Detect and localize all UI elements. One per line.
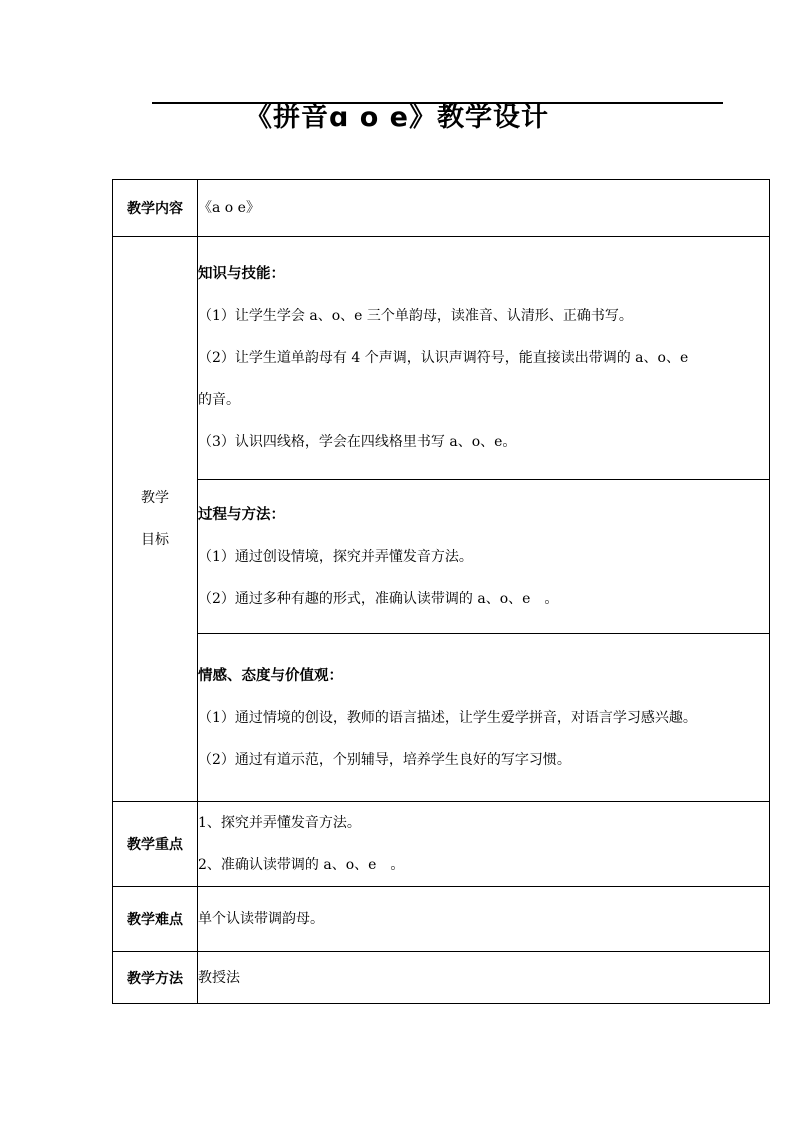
table-row-method <box>113 952 770 1004</box>
table-row-difficulty <box>113 887 770 952</box>
objectives-emotion-cell <box>198 634 770 802</box>
knowledge-item: （2）让学生道单韵母有 4 个声调，认识声调符号，能直接读出带调的 a、o、e <box>198 350 689 366</box>
table-row-content <box>113 180 770 237</box>
process-item: （2）通过多种有趣的形式，准确认读带调的 a、o、e 。 <box>198 590 559 607</box>
table-row-objectives-process <box>113 480 770 634</box>
table-row-objectives-emotion <box>113 634 770 802</box>
objectives-knowledge-cell <box>198 237 770 480</box>
label-teaching-content: 教学内容 <box>113 180 198 237</box>
key-point-item: 2、准确认读带调的 a、o、e 。 <box>198 857 405 873</box>
knowledge-heading: 知识与技能： <box>198 266 285 282</box>
label-objectives-line2: 目标 <box>141 532 169 548</box>
emotion-item: （2）通过有道示范，个别辅导，培养学生良好的写字习惯。 <box>198 751 571 768</box>
value-teaching-content <box>198 180 770 237</box>
knowledge-item: （1）让学生学会 a、o、e 三个单韵母，读准音、认清形、正确书写。 <box>198 308 633 324</box>
objectives-process-cell <box>198 480 770 634</box>
key-point-item: 1、探究并弄懂发音方法。 <box>198 815 361 831</box>
difficulty-text: 单个认读带调韵母。 <box>198 911 324 927</box>
difficulty-cell <box>198 887 770 952</box>
emotion-item: （1）通过情境的创设，教师的语言描述，让学生爱学拼音，对语言学习感兴趣。 <box>198 709 697 726</box>
table-row-key-points <box>113 802 770 887</box>
label-teaching-objectives <box>113 237 198 802</box>
key-points-cell <box>198 802 770 887</box>
emotion-heading: 情感、态度与价值观： <box>198 667 343 684</box>
table-row-objectives-knowledge <box>113 237 770 480</box>
method-cell <box>198 952 770 1004</box>
document-title: 《拼音ɑ o e》教学设计 <box>245 102 549 133</box>
teaching-content-text: 《a o e》 <box>198 200 260 216</box>
lesson-plan-table <box>112 179 770 1004</box>
label-difficulty: 教学难点 <box>113 887 198 952</box>
method-text: 教授法 <box>198 969 240 986</box>
label-objectives-line1: 教学 <box>141 490 169 506</box>
process-heading: 过程与方法： <box>198 506 285 523</box>
label-key-points: 教学重点 <box>113 802 198 887</box>
knowledge-item: （3）认识四线格，学会在四线格里书写 a、o、e。 <box>198 434 517 450</box>
knowledge-item: 的音。 <box>198 392 240 408</box>
label-method: 教学方法 <box>113 952 198 1004</box>
process-item: （1）通过创设情境，探究并弄懂发音方法。 <box>198 548 473 565</box>
